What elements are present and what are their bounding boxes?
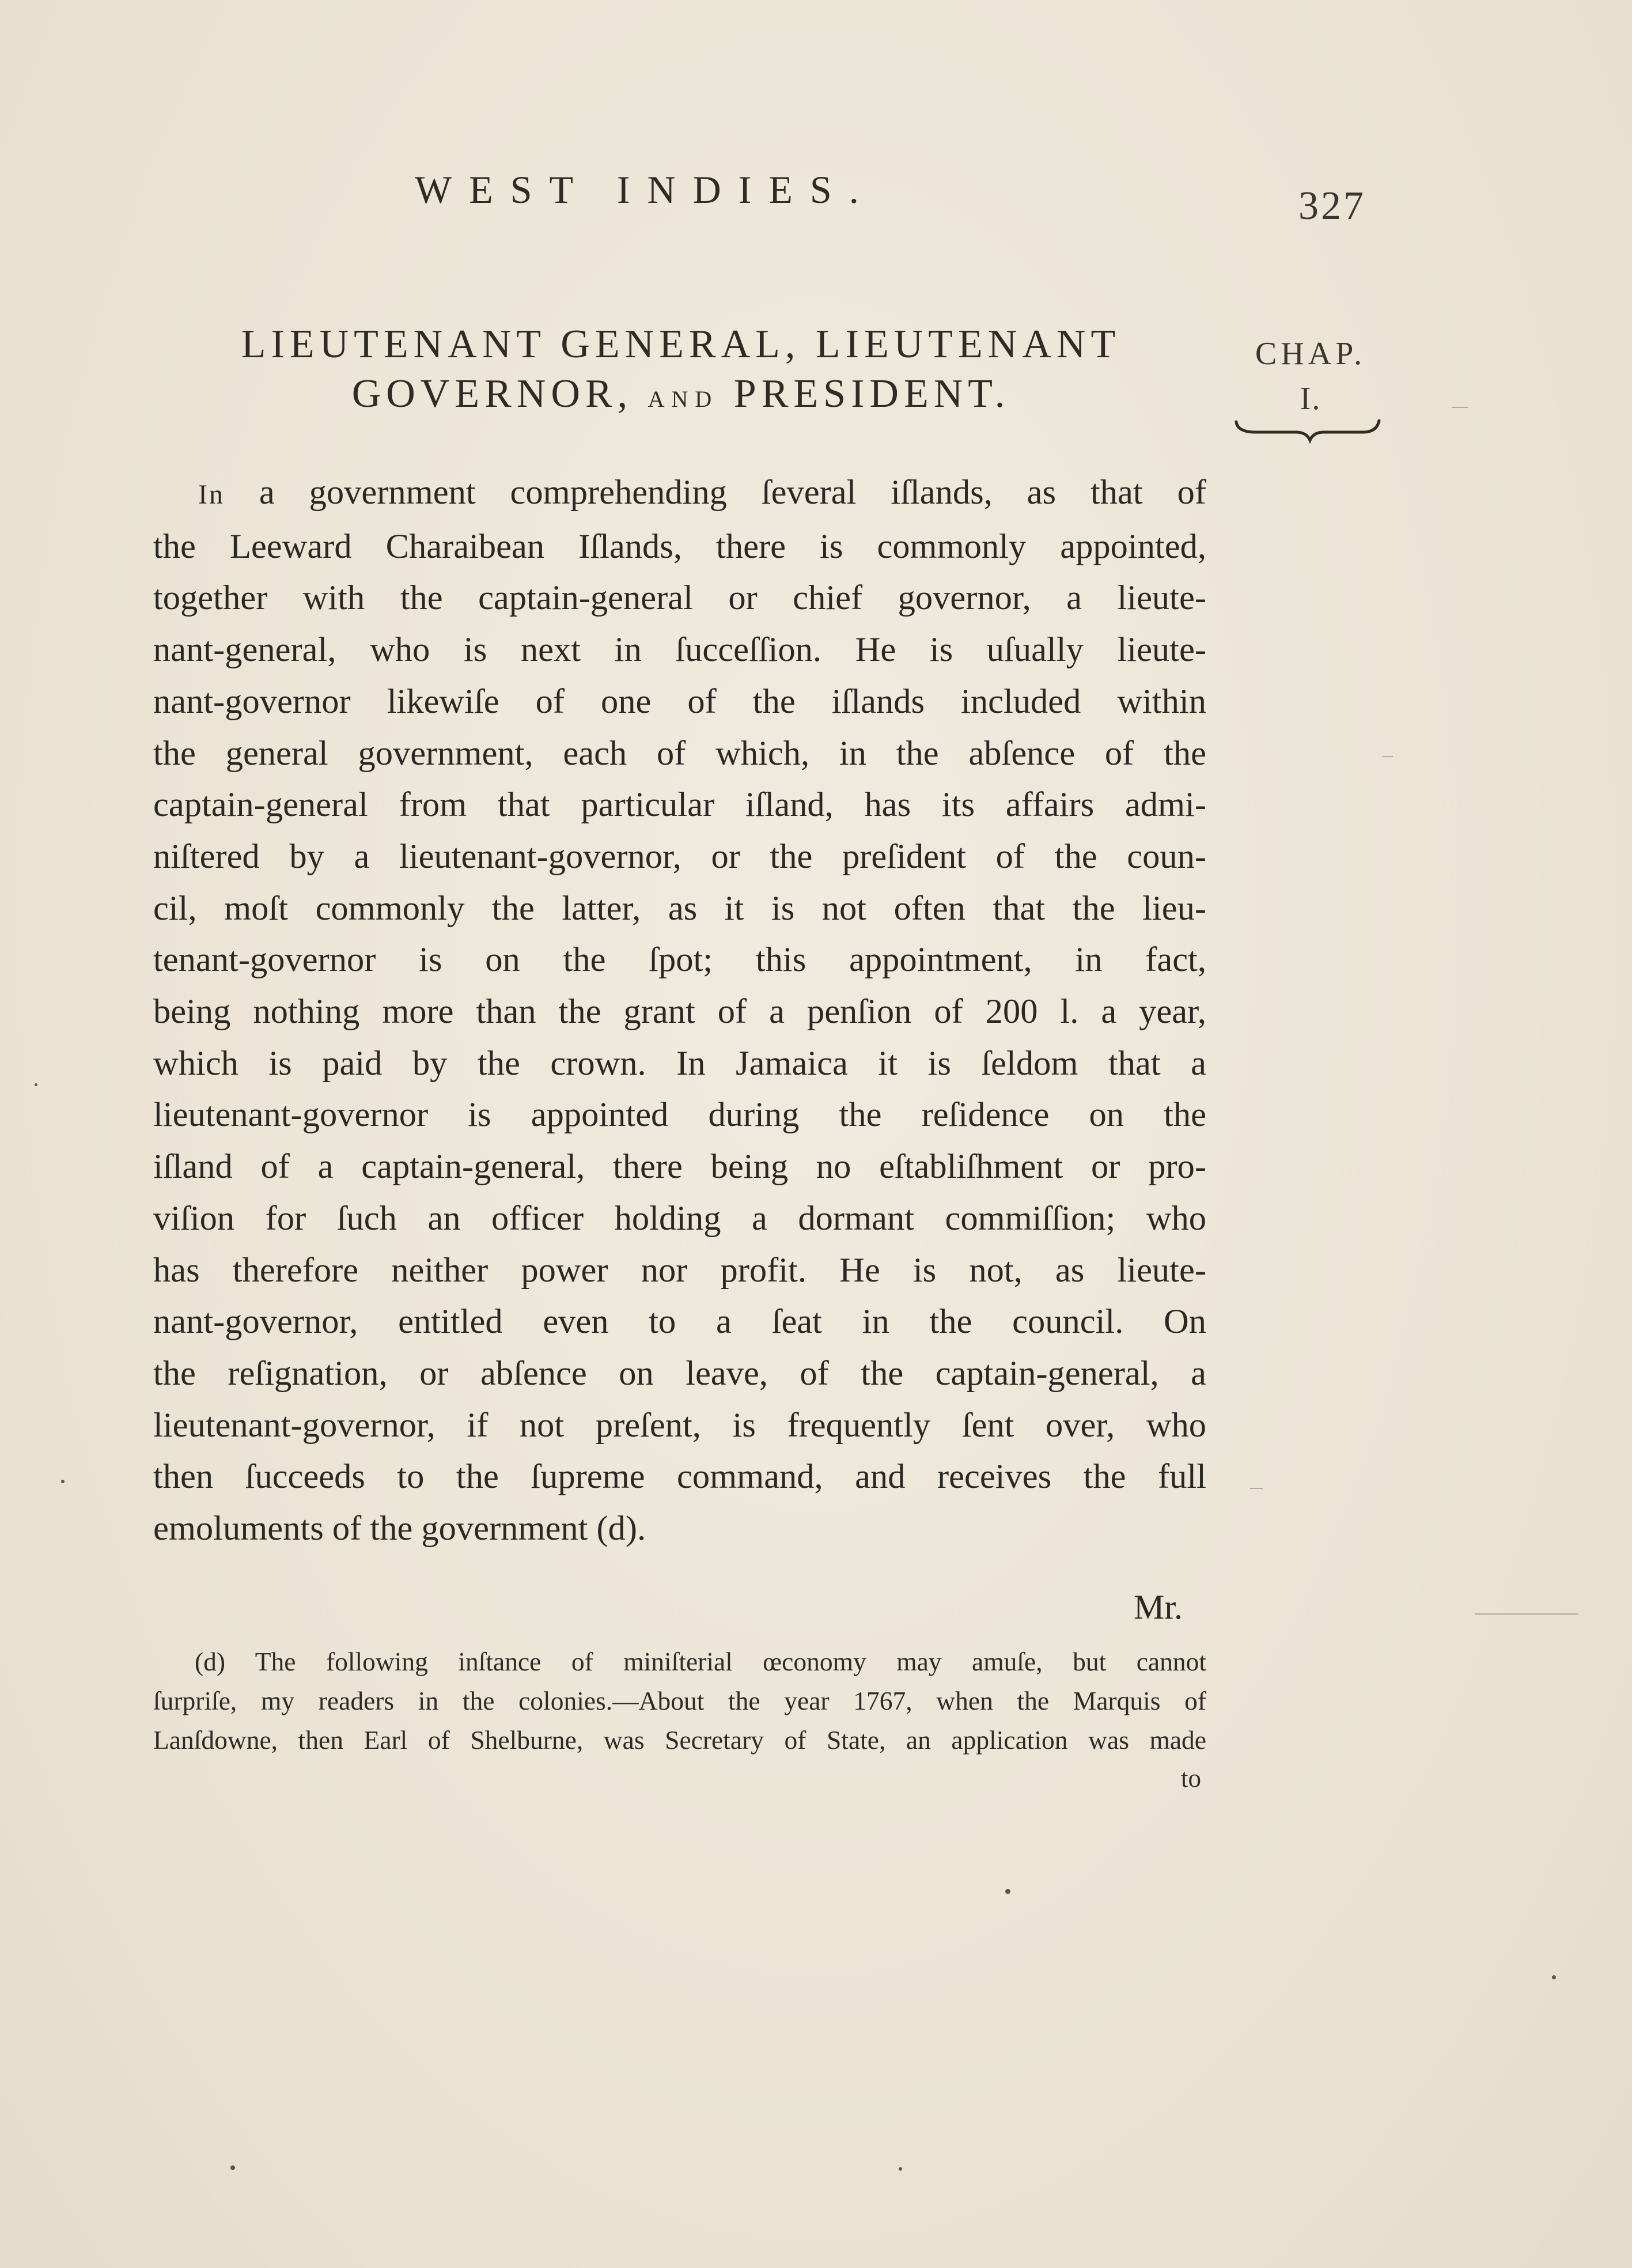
margin-chap-number: I. bbox=[1300, 381, 1321, 417]
footnote-catchword: to bbox=[1181, 1764, 1202, 1793]
paper-scratch bbox=[1383, 756, 1393, 757]
margin-brace-icon bbox=[1233, 415, 1383, 444]
margin-chap-label: CHAP. bbox=[1255, 336, 1366, 372]
body-line: together with the captain-general or chief governor, a lieute- bbox=[153, 579, 1206, 618]
body-line: the general government, each of which, in the abſence of the bbox=[153, 734, 1206, 773]
body-line: the Leeward Charaibean Iſlands, there is commonly appointed, bbox=[153, 527, 1206, 566]
page-number: 327 bbox=[1298, 184, 1366, 228]
body-line: lieutenant-governor, if not preſent, is frequently ſent over, who bbox=[153, 1405, 1206, 1445]
body-line: tenant-governor is on the ſpot; this appointment, in fact, bbox=[153, 940, 1206, 980]
body-line: niſtered by a lieutenant-governor, or the preſident of the coun- bbox=[153, 837, 1206, 876]
chapter-heading-word-and: AND bbox=[648, 386, 719, 412]
paper-scratch bbox=[1250, 1488, 1263, 1489]
chapter-heading-word-president: PRESIDENT. bbox=[733, 372, 1010, 416]
paper-scratch bbox=[1452, 407, 1468, 408]
chapter-heading-word-governor: GOVERNOR, bbox=[351, 372, 633, 416]
paper-scratch bbox=[1475, 1613, 1578, 1615]
footnote-line: ſurpriſe, my readers in the colonies.—About the year 1767, when the Marquis of bbox=[153, 1686, 1206, 1715]
chapter-heading bbox=[151, 320, 1211, 424]
body-line: has therefore neither power nor profit. He is not, as lieute- bbox=[153, 1250, 1206, 1290]
body-line: which is paid by the crown. In Jamaica it is ſeldom that a bbox=[153, 1044, 1206, 1083]
paper-speck bbox=[899, 2167, 902, 2171]
body-paragraph bbox=[153, 467, 1206, 1555]
paper-speck bbox=[230, 2165, 235, 2170]
paper-speck bbox=[35, 1083, 37, 1086]
body-line: In a government comprehending ſeveral iſlands, as that of bbox=[198, 473, 1207, 512]
paper-speck bbox=[1552, 1975, 1556, 1979]
body-line: viſion for ſuch an officer holding a dormant commiſſion; who bbox=[153, 1199, 1206, 1238]
paper-speck bbox=[1005, 1889, 1010, 1894]
running-head: WEST INDIES. bbox=[415, 168, 876, 211]
body-line: the reſignation, or abſence on leave, of the captain-general, a bbox=[153, 1354, 1206, 1393]
chapter-heading-line-1: LIEUTENANT GENERAL, LIEUTENANT bbox=[241, 322, 1121, 366]
body-line: emoluments of the government (d). bbox=[153, 1509, 646, 1548]
body-line: nant-governor, entitled even to a ſeat in the council. On bbox=[153, 1302, 1206, 1341]
drop-word: In bbox=[198, 479, 225, 510]
body-line: captain-general from that particular iſland, has its affairs admi- bbox=[153, 785, 1206, 825]
body-line: nant-general, who is next in ſucceſſion. He is uſually lieute- bbox=[153, 630, 1206, 670]
body-line: cil, moſt commonly the latter, as it is not often that the lieu- bbox=[153, 889, 1206, 928]
footnote-line: Lanſdowne, then Earl of Shelburne, was Secretary of State, an application was made bbox=[153, 1725, 1206, 1755]
body-line: iſland of a captain-general, there being no eſtabliſhment or pro- bbox=[153, 1147, 1206, 1186]
margin-chapter-note bbox=[1233, 331, 1388, 421]
body-line: nant-governor likewiſe of one of the iſlands included within bbox=[153, 682, 1206, 721]
body-line: being nothing more than the grant of a penſion of 200 l. a year, bbox=[153, 992, 1206, 1031]
chapter-heading-line-2 bbox=[151, 369, 1211, 424]
footnote bbox=[153, 1642, 1206, 1760]
body-line: lieutenant-governor is appointed during the reſidence on the bbox=[153, 1095, 1206, 1135]
footnote-line: (d) The following inſtance of miniſterial œconomy may amuſe, but cannot bbox=[195, 1647, 1206, 1676]
body-line: then ſucceeds to the ſupreme command, and receives the full bbox=[153, 1457, 1206, 1496]
catchword: Mr. bbox=[1134, 1588, 1183, 1626]
paper-speck bbox=[61, 1480, 65, 1483]
